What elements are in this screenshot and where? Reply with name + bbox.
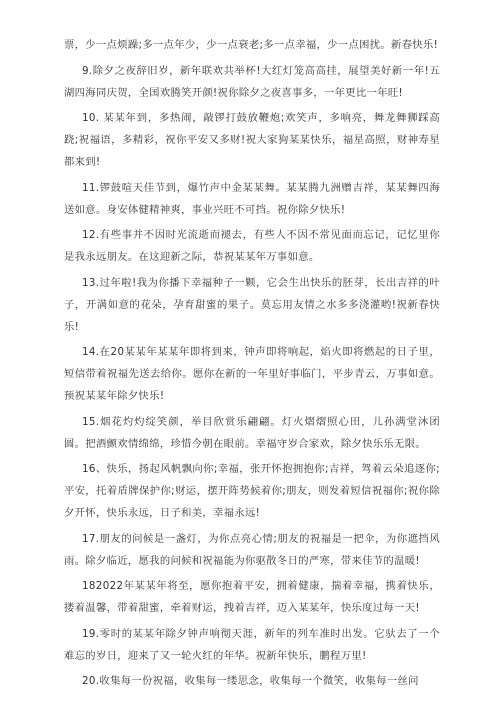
- paragraph-11: 11.锣鼓喧天佳节到，爆竹声中金某某舞。某某腾九洲赠吉祥，某某舞四海送如意。身安体健精神爽，事业兴旺不可挡。祝你除夕快乐!: [64, 181, 440, 216]
- paragraph-20: 20.收集每一份祝福，收集每一缕思念，收集每一个微笑，收集每一丝问: [82, 675, 419, 687]
- paragraph-9: 9.除夕之夜辞旧岁，新年联欢共举杯!大红灯笼高高挂，展望美好新一年!五湖四海同庆贺，全国欢腾笑开颜!祝你除夕之夜喜事多，一年更比一年旺!: [64, 64, 440, 99]
- paragraph-19: 19.零时的某某年除夕钟声响彻天涯，新年的列车准时出发。它驮去了一个难忘的岁日，迎来了又一轮火红的年华。祝新年快乐，鹏程万里!: [64, 627, 440, 662]
- paragraph-12: 12.有些事并不因时光流逝而褪去，有些人不因不常见面而忘记，记忆里你是我永远朋友。在这迎新之际，恭祝某某年万事如意。: [64, 229, 440, 263]
- paragraph-10: 10. 某某年到，多热闹，敲锣打鼓放鞭炮;欢笑声，多响亮，舞龙舞狮踩高跷;祝福语，多精彩，祝你平安又多财!祝大家狗某某快乐，福星高照，财神寿星都来到!: [64, 112, 440, 168]
- paragraph-continued: 票，少一点烦躁;多一点年少，少一点衰老;多一点幸福，少一点困扰。新春快乐!: [64, 39, 439, 51]
- paragraph-18: 182022年某某年将至，愿你抱着平安，拥着健康，揣着幸福，携着快乐，搂着温馨，带着甜蜜，牵着财运，拽着吉祥，迈入某某年，快乐度过每一天!: [64, 580, 440, 614]
- paragraph-16: 16、快乐，扬起风帆飘向你;幸福，张开怀抱拥抱你;吉祥，驾着云朵追逐你;平安，托着盾牌保护你;财运，摆开阵势候着你;朋友，则发着短信祝福你;祝你除夕开怀，快乐永远，日子和美，幸福永远!: [64, 463, 440, 519]
- document-body: [64, 34, 440, 696]
- paragraph-15: 15.烟花灼灼绽笑颜，举目欣赏乐翩翩。灯火熠熠照心田，儿孙满堂沐团圆。把酒颤欢情绵绵，珍惜今朝在眼前。幸福守岁合家欢，除夕快乐乐无限。: [64, 415, 440, 450]
- paragraph-17: 17.朋友的问候是一盏灯，为你点亮心情;朋友的祝福是一把伞，为你遮挡风雨。除夕临近，愿我的问候和祝福能为你驱散冬日的严寒，带来佳节的温暖!: [64, 532, 440, 567]
- paragraph-13: 13.过年啦!我为你播下幸福种子一颗，它会生出快乐的胚芽，长出吉祥的叶子，开满如意的花朵，孕育甜蜜的果子。莫忘用友情之水多多浇灌哟!祝新春快乐!: [64, 276, 440, 333]
- paragraph-14: 14.在20某某年某某年即将到来，钟声即将响起，焰火即将燃起的日子里，短信带着祝福先送去给你。愿你在新的一年里好事临门，平步青云，万事如意。预祝某某年除夕快乐!: [64, 346, 440, 402]
